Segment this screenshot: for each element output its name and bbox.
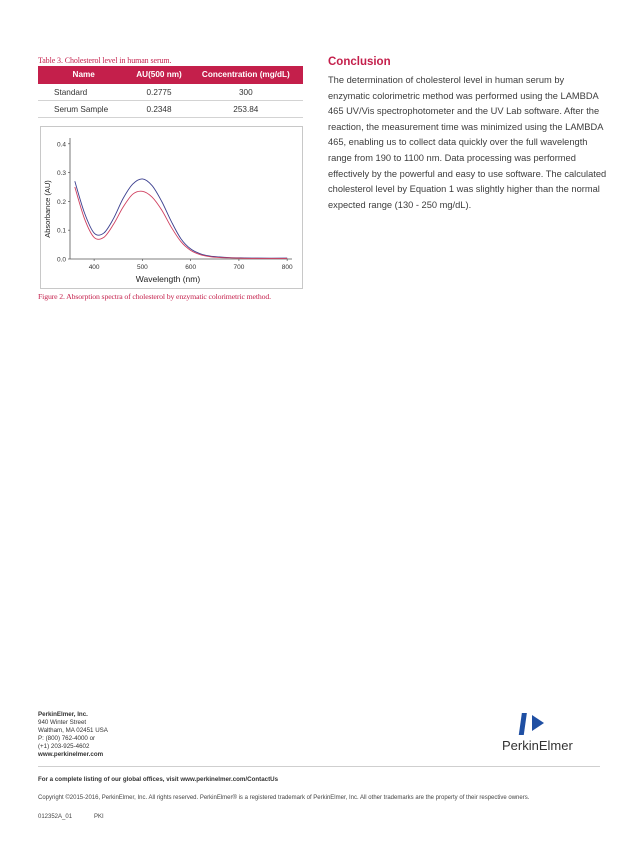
header-name: Name [38, 66, 129, 84]
x-axis-label: Wavelength (nm) [135, 274, 201, 284]
table-cell: Serum Sample [38, 101, 129, 118]
document-code: PKI [94, 814, 104, 820]
header-concentration: Concentration (mg/dL) [189, 66, 303, 84]
y-tick-label: 0.4 [56, 141, 66, 149]
header-au: AU(500 nm) [129, 66, 188, 84]
x-tick-label: 400 [88, 264, 100, 271]
phone-primary: P: (800) 762-4000 or [38, 735, 96, 742]
cholesterol-table [38, 66, 303, 118]
table-cell: Standard [38, 84, 129, 101]
address-street: 940 Winter Street [38, 719, 87, 726]
table-cell: 300 [189, 84, 303, 101]
absorption-chart-svg [40, 126, 303, 289]
website-link[interactable]: www.perkinelmer.com [38, 751, 104, 758]
table-cell: 0.2348 [129, 101, 188, 118]
x-tick-label: 700 [233, 264, 245, 271]
logo-wordmark: PerkinElmer [502, 738, 573, 753]
y-tick-label: 0.0 [56, 256, 66, 264]
logo-mark-icon [500, 712, 605, 754]
x-tick-label: 800 [281, 264, 293, 271]
perkinelmer-logo [500, 712, 605, 754]
conclusion-body: The determination of cholesterol level in human serum by enzymatic colorimetric method was performed using the LAMBDA 465 UV/Vis spectrophotometer and the UV Lab software. After the reaction, the measurement time was minimized using the LAMBDA 465, enabling us to collect data quickly over the full wavelength range from 190 to 1100 nm. Data processing was performed effectively by the powerful and easy to use software. The calculated cholesterol level by Equation 1 was slightly higher than the normal expected range (130 - 250 mg/dL). [328, 75, 607, 210]
logo-bar-icon [519, 713, 527, 735]
y-tick-label: 0.2 [56, 198, 66, 206]
footer-divider [38, 766, 600, 767]
y-axis-label: Absorbance (AU) [43, 180, 52, 238]
x-tick-label: 600 [185, 264, 197, 271]
chart-border [41, 127, 303, 289]
document-number: 012352A_01 [38, 814, 73, 820]
offices-listing: For a complete listing of our global offices, visit www.perkinelmer.com/ContactUs [38, 776, 279, 783]
address-city: Waltham, MA 02451 USA [38, 727, 108, 734]
absorption-chart [40, 126, 303, 289]
company-name: PerkinElmer, Inc. [38, 711, 88, 718]
table-row [38, 84, 303, 101]
table-caption: Table 3. Cholesterol level in human serum. [38, 56, 172, 65]
phone-secondary: (+1) 203-925-4602 [38, 743, 90, 750]
table-cell: 0.2775 [129, 84, 188, 101]
x-tick-label: 500 [136, 264, 148, 271]
y-tick-label: 0.1 [56, 227, 66, 235]
y-tick-label: 0.3 [56, 170, 66, 178]
figure-caption: Figure 2. Absorption spectra of cholesterol by enzymatic colorimetric method. [38, 292, 271, 301]
logo-triangle-icon [532, 715, 544, 731]
document-id [38, 814, 126, 820]
table-header-row [38, 66, 303, 84]
conclusion-title: Conclusion [328, 56, 391, 68]
table-row [38, 101, 303, 118]
table-cell: 253.84 [189, 101, 303, 118]
company-address [38, 711, 108, 759]
copyright-notice: Copyright ©2015-2016, PerkinElmer, Inc. All rights reserved. PerkinElmer® is a registered trademark of PerkinElmer, Inc. All other trademarks are the property of their respective owners. [38, 795, 530, 801]
